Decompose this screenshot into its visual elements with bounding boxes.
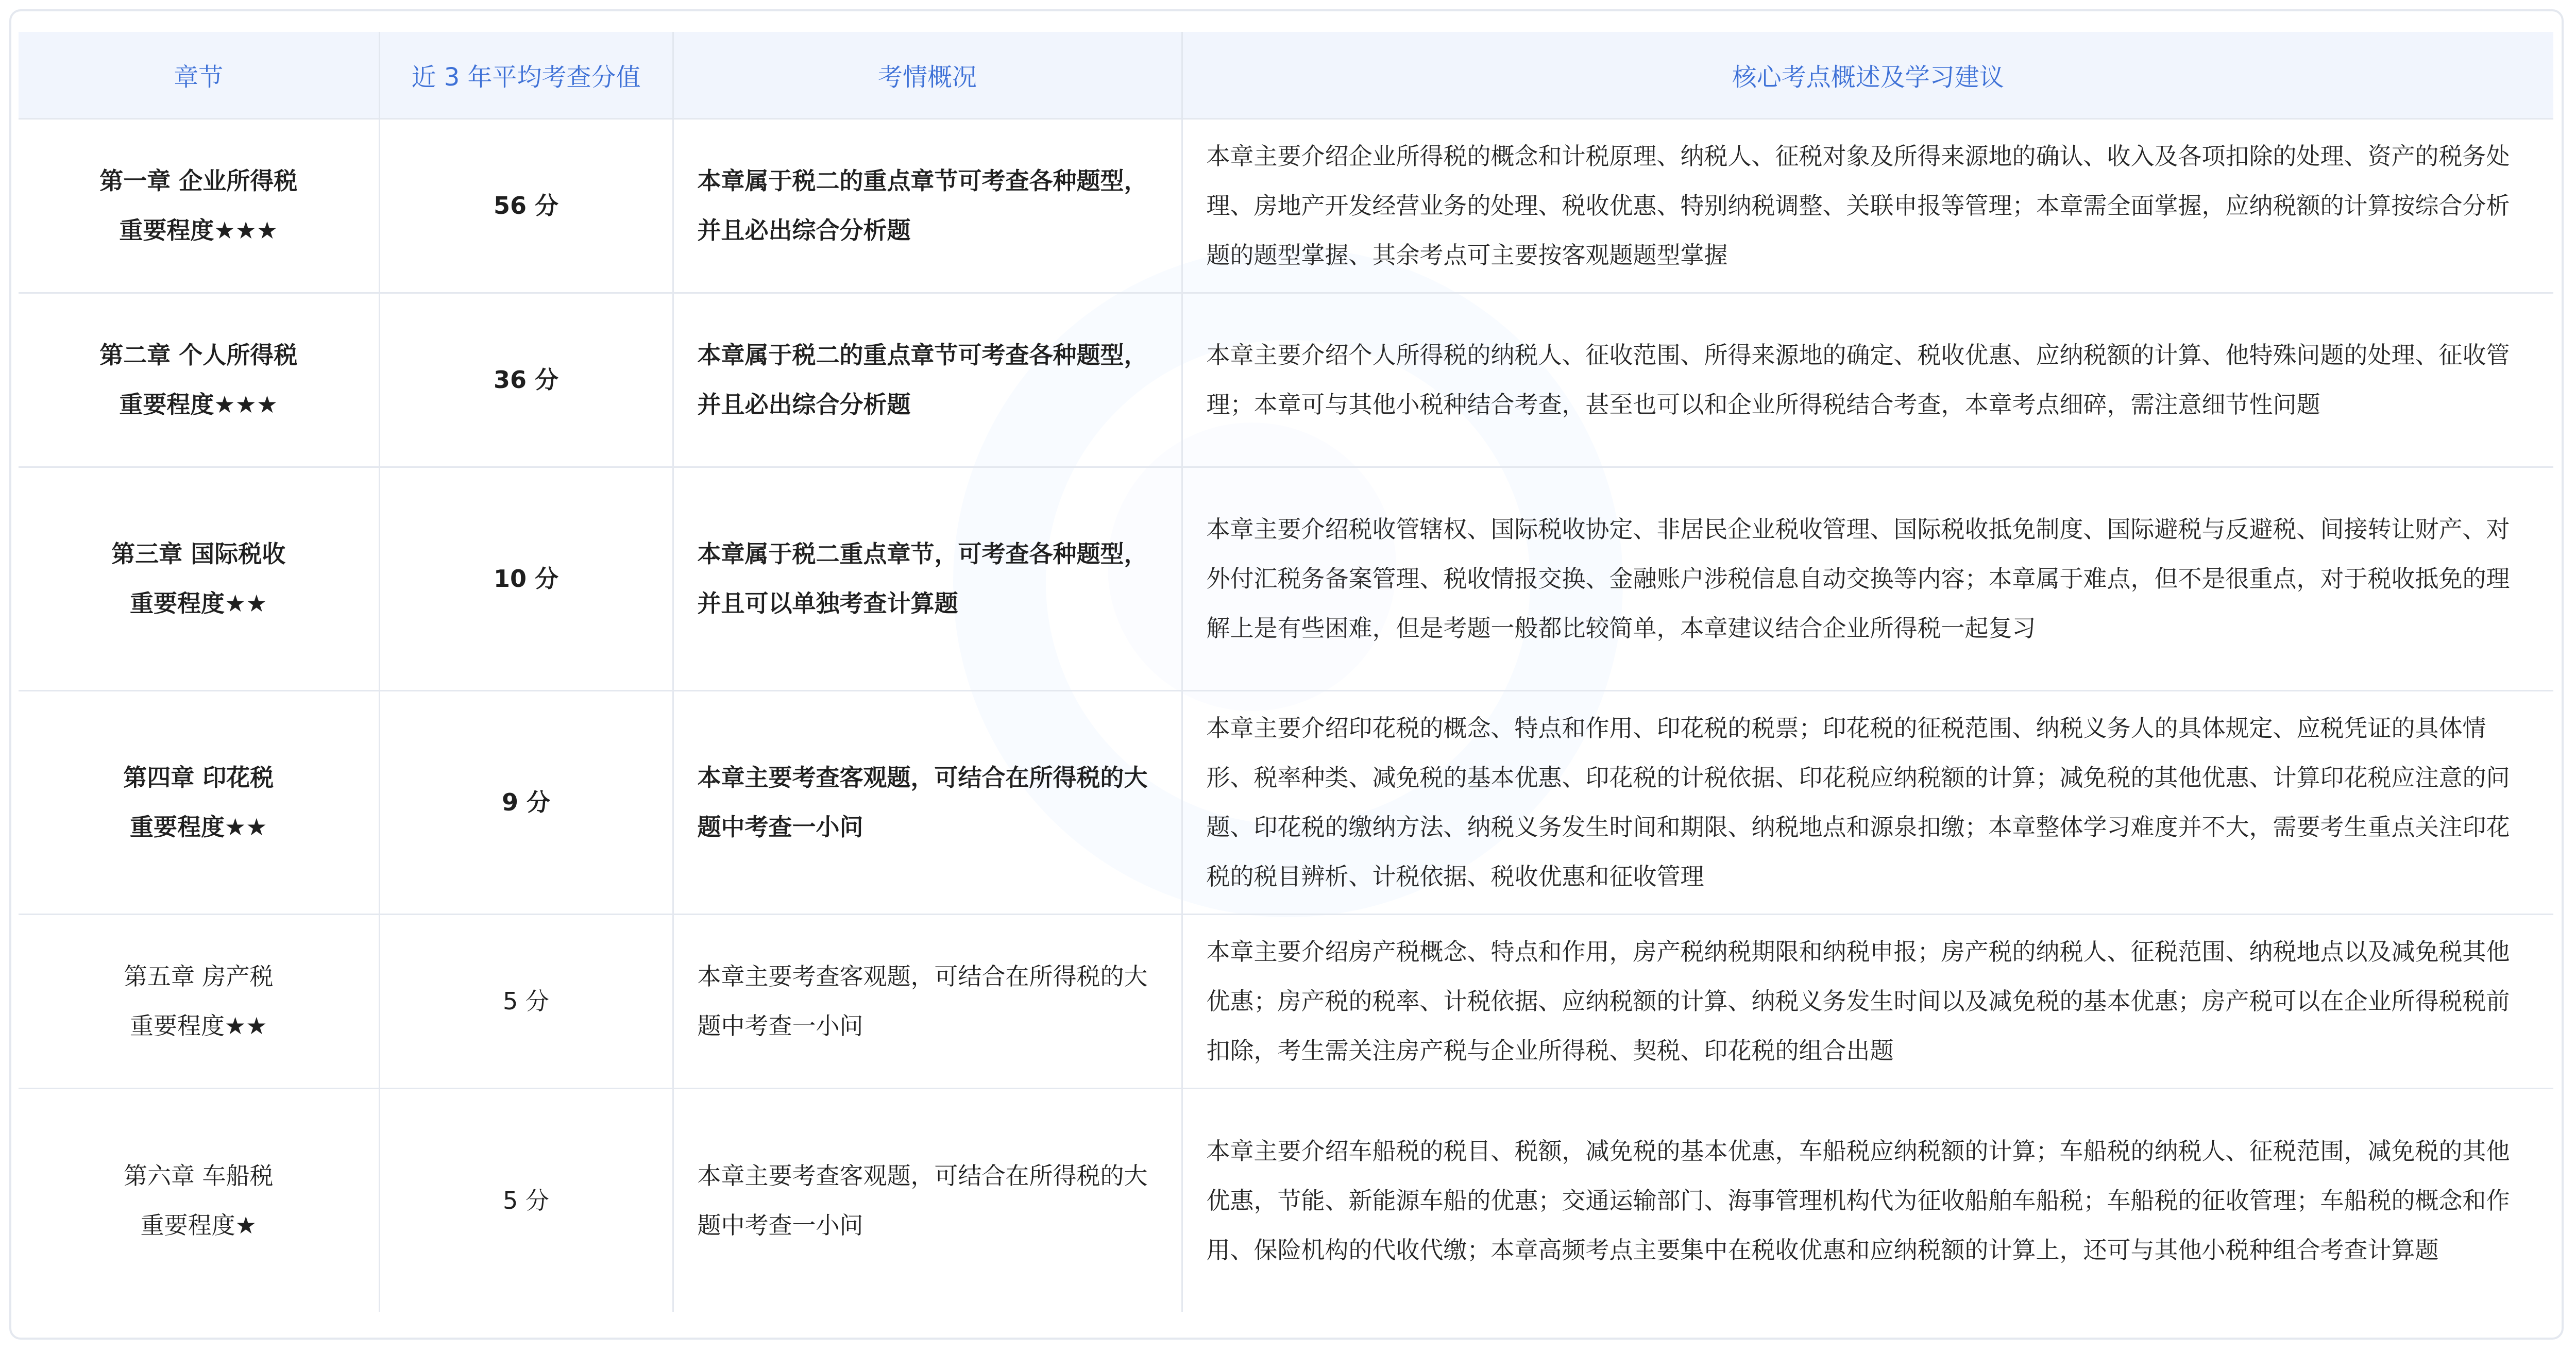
advice-cell: 本章主要介绍个人所得税的纳税人、征收范围、所得来源地的确定、税收优惠、应纳税额的计算、他特殊问题的处理、征收管理；本章可与其他小税种结合考查，甚至也可以和企业所得税结合考查，本章考点细碎，需注意细节性问题 xyxy=(1182,293,2553,467)
importance-rating: 重要程度★ xyxy=(140,1211,257,1239)
chapter-cell xyxy=(19,293,379,467)
table-row xyxy=(19,119,2553,293)
advice-cell: 本章主要介绍税收管辖权、国际税收协定、非居民企业税收管理、国际税收抵免制度、国际避税与反避税、间接转让财产、对外付汇税务备案管理、税收情报交换、金融账户涉税信息自动交换等内容；本章属于难点，但不是很重点，对于税收抵免的理解上是有些困难，但是考题一般都比较简单，本章建议结合企业所得税一起复习 xyxy=(1182,467,2553,690)
chapter-name: 第三章 国际税收 xyxy=(111,540,286,568)
advice-cell: 本章主要介绍企业所得税的概念和计税原理、纳税人、征税对象及所得来源地的确认、收入及各项扣除的处理、资产的税务处理、房地产开发经营业务的处理、税收优惠、特别纳税调整、关联申报等管理；本章需全面掌握，应纳税额的计算按综合分析题的题型掌握、其余考点可主要按客观题题型掌握 xyxy=(1182,119,2553,293)
importance-rating: 重要程度★★ xyxy=(130,1012,267,1040)
importance-rating: 重要程度★★ xyxy=(130,813,267,841)
header-average-score: 近 3 年平均考查分值 xyxy=(379,32,673,119)
chapter-name: 第四章 印花税 xyxy=(123,764,274,791)
score-cell: 10 分 xyxy=(379,467,673,690)
chapter-name: 第六章 车船税 xyxy=(123,1161,274,1190)
chapter-cell xyxy=(19,119,379,293)
importance-rating: 重要程度★★ xyxy=(130,589,267,617)
importance-rating: 重要程度★★★ xyxy=(119,391,278,418)
score-cell: 9 分 xyxy=(379,690,673,914)
chapter-name: 第二章 个人所得税 xyxy=(99,341,298,369)
chapter-cell xyxy=(19,467,379,690)
header-chapter: 章节 xyxy=(19,32,379,119)
chapter-cell xyxy=(19,914,379,1088)
importance-rating: 重要程度★★★ xyxy=(119,216,278,244)
chapter-cell xyxy=(19,690,379,914)
score-cell: 56 分 xyxy=(379,119,673,293)
advice-cell: 本章主要介绍房产税概念、特点和作用，房产税纳税期限和纳税申报；房产税的纳税人、征税范围、纳税地点以及减免税其他优惠；房产税的税率、计税依据、应纳税额的计算、纳税义务发生时间以及减免税的基本优惠；房产税可以在企业所得税税前扣除，考生需关注房产税与企业所得税、契税、印花税的组合出题 xyxy=(1182,914,2553,1088)
table-row xyxy=(19,690,2553,914)
exam-analysis-table xyxy=(19,32,2553,1312)
table-row xyxy=(19,467,2553,690)
table-row xyxy=(19,914,2553,1088)
chapter-cell xyxy=(19,1088,379,1312)
table-row xyxy=(19,1088,2553,1312)
score-cell: 5 分 xyxy=(379,1088,673,1312)
advice-cell: 本章主要介绍车船税的税目、税额，减免税的基本优惠，车船税应纳税额的计算；车船税的纳税人、征税范围，减免税的其他优惠，节能、新能源车船的优惠；交通运输部门、海事管理机构代为征收船舶车船税；车船税的征收管理；车船税的概念和作用、保险机构的代收代缴；本章高频考点主要集中在税收优惠和应纳税额的计算上，还可与其他小税种组合考查计算题 xyxy=(1182,1088,2553,1312)
overview-cell: 本章属于税二的重点章节可考查各种题型，并且必出综合分析题 xyxy=(673,293,1182,467)
advice-cell: 本章主要介绍印花税的概念、特点和作用、印花税的税票；印花税的征税范围、纳税义务人的具体规定、应税凭证的具体情形、税率种类、减免税的基本优惠、印花税的计税依据、印花税应纳税额的计算；减免税的其他优惠、计算印花税应注意的问题、印花税的缴纳方法、纳税义务发生时间和期限、纳税地点和源泉扣缴；本章整体学习难度并不大，需要考生重点关注印花税的税目辨析、计税依据、税收优惠和征收管理 xyxy=(1182,690,2553,914)
overview-cell: 本章属于税二的重点章节可考查各种题型，并且必出综合分析题 xyxy=(673,119,1182,293)
chapter-name: 第一章 企业所得税 xyxy=(99,167,298,195)
overview-cell: 本章主要考查客观题，可结合在所得税的大题中考查一小问 xyxy=(673,914,1182,1088)
chapter-name: 第五章 房产税 xyxy=(123,962,274,990)
overview-cell: 本章属于税二重点章节，可考查各种题型，并且可以单独考查计算题 xyxy=(673,467,1182,690)
overview-cell: 本章主要考查客观题，可结合在所得税的大题中考查一小问 xyxy=(673,1088,1182,1312)
header-advice: 核心考点概述及学习建议 xyxy=(1182,32,2553,119)
score-cell: 5 分 xyxy=(379,914,673,1088)
table-row xyxy=(19,293,2553,467)
header-overview: 考情概况 xyxy=(673,32,1182,119)
table-header-row xyxy=(19,32,2553,119)
overview-cell: 本章主要考查客观题，可结合在所得税的大题中考查一小问 xyxy=(673,690,1182,914)
score-cell: 36 分 xyxy=(379,293,673,467)
